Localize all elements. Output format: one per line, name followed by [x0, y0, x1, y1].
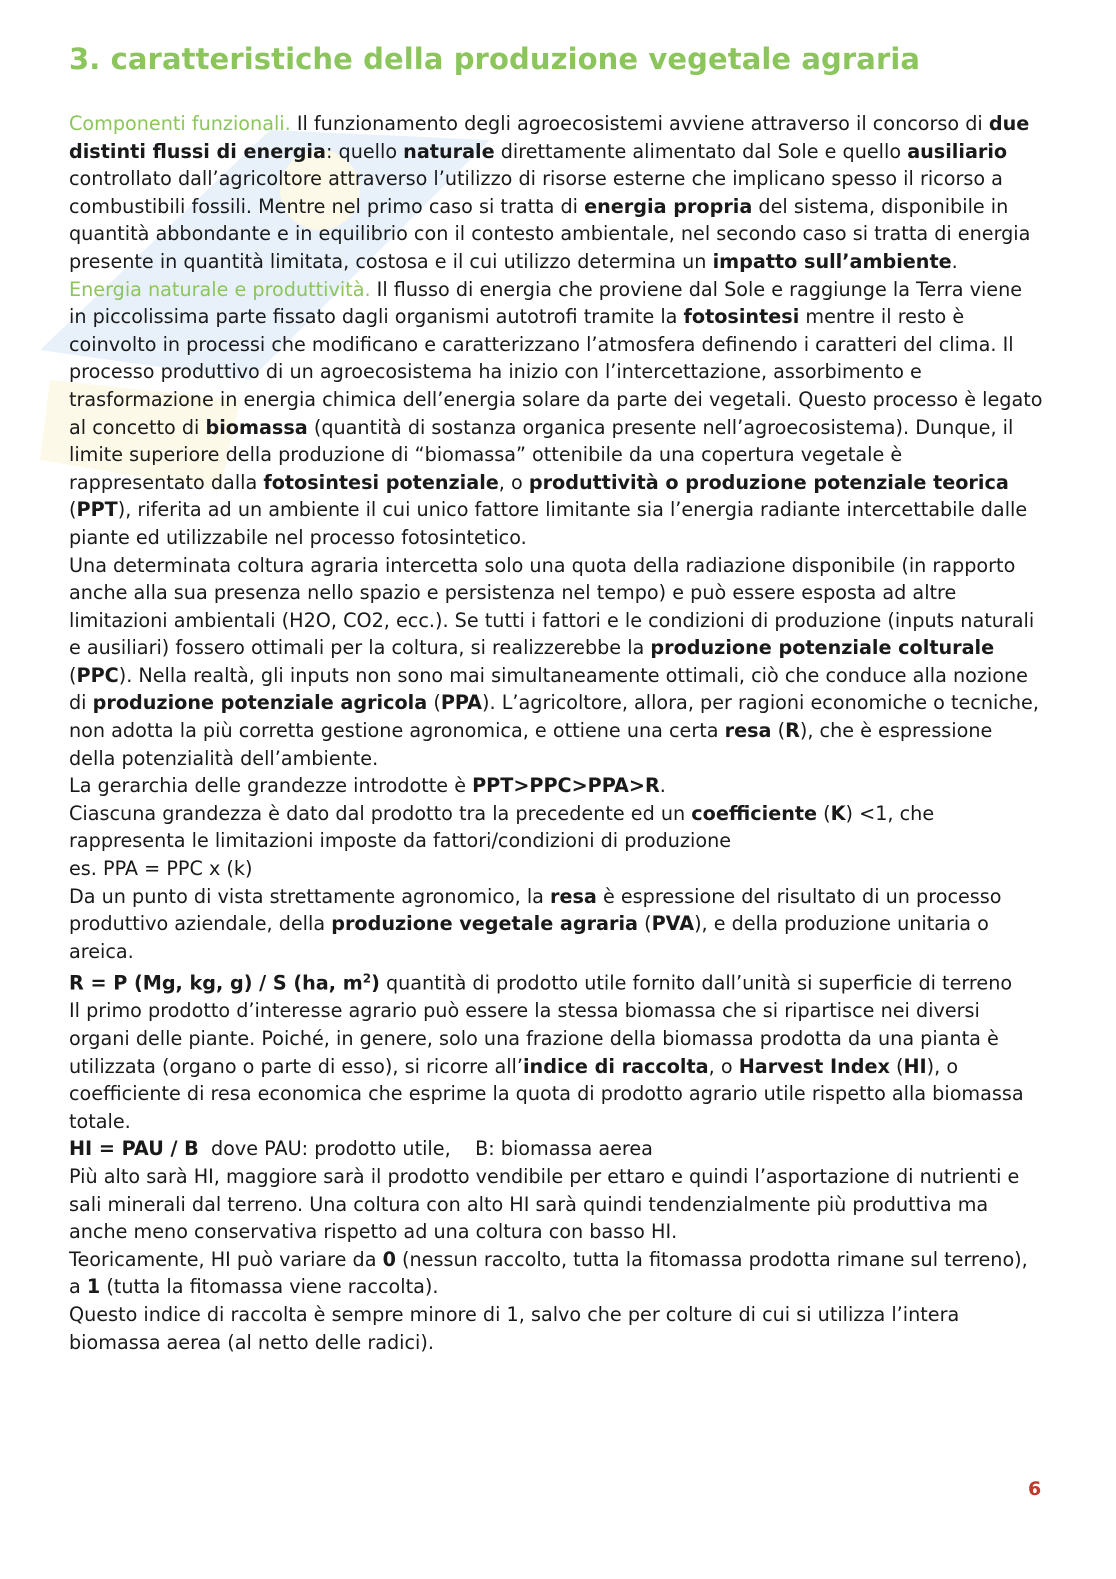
paragraph-indice-raccolta: Il primo prodotto d’interesse agrario può essere la stessa biomassa che si ripartisce nei diversi organi delle piante. Poiché, in genere, solo una frazione della biomassa prodotta da una pianta è utilizzata (organo o parte di esso), si ricorre all’indice di raccolta, o Harvest Index (HI), o coefficiente di resa economica che esprime la quota di prodotto agrario utile rispetto alla biomassa totale. [69, 999, 1024, 1133]
paragraph-coltura-agraria: Una determinata coltura agraria intercetta solo una quota della radiazione disponibile (in rapporto anche alla sua presenza nello spazio e persistenza nel tempo) e può essere esposta ad altre limitazioni ambientali (H2O, CO2, ecc.). Se tutti i fattori e le condizioni di produzione (inputs naturali e ausiliari) fossero ottimali per la coltura, si realizzerebbe la produzione potenziale colturale (PPC). Nella realtà, gli inputs non sono mai simultaneamente ottimali, ciò che conduce alla nozione di produzione potenziale agricola (PPA). L’agricoltore, allora, per ragioni economiche o tecniche, non adotta la più corretta gestione agronomica, e ottiene una certa resa (R), che è espressione della potenzialità dell’ambiente. [69, 553, 1039, 770]
paragraph-formula-hi: HI = PAU / B dove PAU: prodotto utile, B: biomassa aerea [69, 1137, 653, 1161]
paragraph-gerarchia: La gerarchia delle grandezze introdotte è PPT>PPC>PPA>R. [69, 774, 666, 798]
paragraph-hi-range: Teoricamente, HI può variare da 0 (nessun raccolto, tutta la fitomassa prodotta rimane sul terreno), a 1 (tutta la fitomassa viene raccolta). [69, 1247, 1028, 1299]
page-number: 6 [1028, 1478, 1042, 1500]
paragraph-hi-minore: Questo indice di raccolta è sempre minore di 1, salvo che per colture di cui si utilizza l’intera biomassa aerea (al netto delle radici). [69, 1302, 960, 1354]
document-body [69, 110, 1044, 1356]
paragraph-energia-naturale: Energia naturale e produttività. Il flusso di energia che proviene dal Sole e raggiunge la Terra viene in piccolissima parte fissato dagli organismi autotrofi tramite la fotosintesi mentre il resto è coinvolto in processi che modificano e caratterizzano l’atmosfera definendo i caratteri del clima. Il processo produttivo di un agroecosistema ha inizio con l’intercettazione, assorbimento e trasformazione in energia chimica dell’energia solare da parte dei vegetali. Questo processo è legato al concetto di biomassa (quantità di sostanza organica presente nell’agroecosistema). Dunque, il limite superiore della produzione di “biomassa” ottenibile da una copertura vegetale è rappresentato dalla fotosintesi potenziale, o produttività o produzione potenziale teorica (PPT), riferita ad un ambiente il cui unico fattore limitante sia l’energia radiante intercettabile dalle piante ed utilizzabile nel processo fotosintetico. [69, 277, 1043, 549]
paragraph-coefficiente: Ciascuna grandezza è dato dal prodotto tra la precedente ed un coefficiente (K) <1, che rappresenta le limitazioni imposte da fattori/condizioni di produzione [69, 801, 935, 853]
paragraph-formula-resa: R = P (Mg, kg, g) / S (ha, $m^2$) quantità di prodotto utile fornito dall’unità si superficie di terreno [69, 971, 1013, 995]
paragraph-resa: Da un punto di vista strettamente agronomico, la resa è espressione del risultato di un processo produttivo aziendale, della produzione vegetale agraria (PVA), e della produzione unitaria o areica. [69, 884, 1002, 963]
paragraph-esempio-formula: es. PPA = PPC x (k) [69, 857, 253, 881]
page-title: 3. caratteristiche della produzione vegetale agraria [69, 42, 921, 76]
paragraph-hi-alto: Più alto sarà HI, maggiore sarà il prodotto vendibile per ettaro e quindi l’asportazione di nutrienti e sali minerali dal terreno. Una coltura con alto HI sarà quindi tendenzialmente più produttiva ma anche meno conservativa rispetto ad una coltura con basso HI. [69, 1164, 1020, 1244]
paragraph-componenti-funzionali: Componenti funzionali. Il funzionamento degli agroecosistemi avviene attraverso il concorso di due distinti flussi di energia: quello naturale direttamente alimentato dal Sole e quello ausiliario controllato dall’agricoltore attraverso l’utilizzo di risorse esterne che implicano spesso il ricorso a combustibili fossili. Mentre nel primo caso si tratta di energia propria del sistema, disponibile in quantità abbondante e in equilibrio con il contesto ambientale, nel secondo caso si tratta di energia presente in quantità limitata, costosa e il cui utilizzo determina un impatto sull’ambiente. [69, 112, 1031, 273]
